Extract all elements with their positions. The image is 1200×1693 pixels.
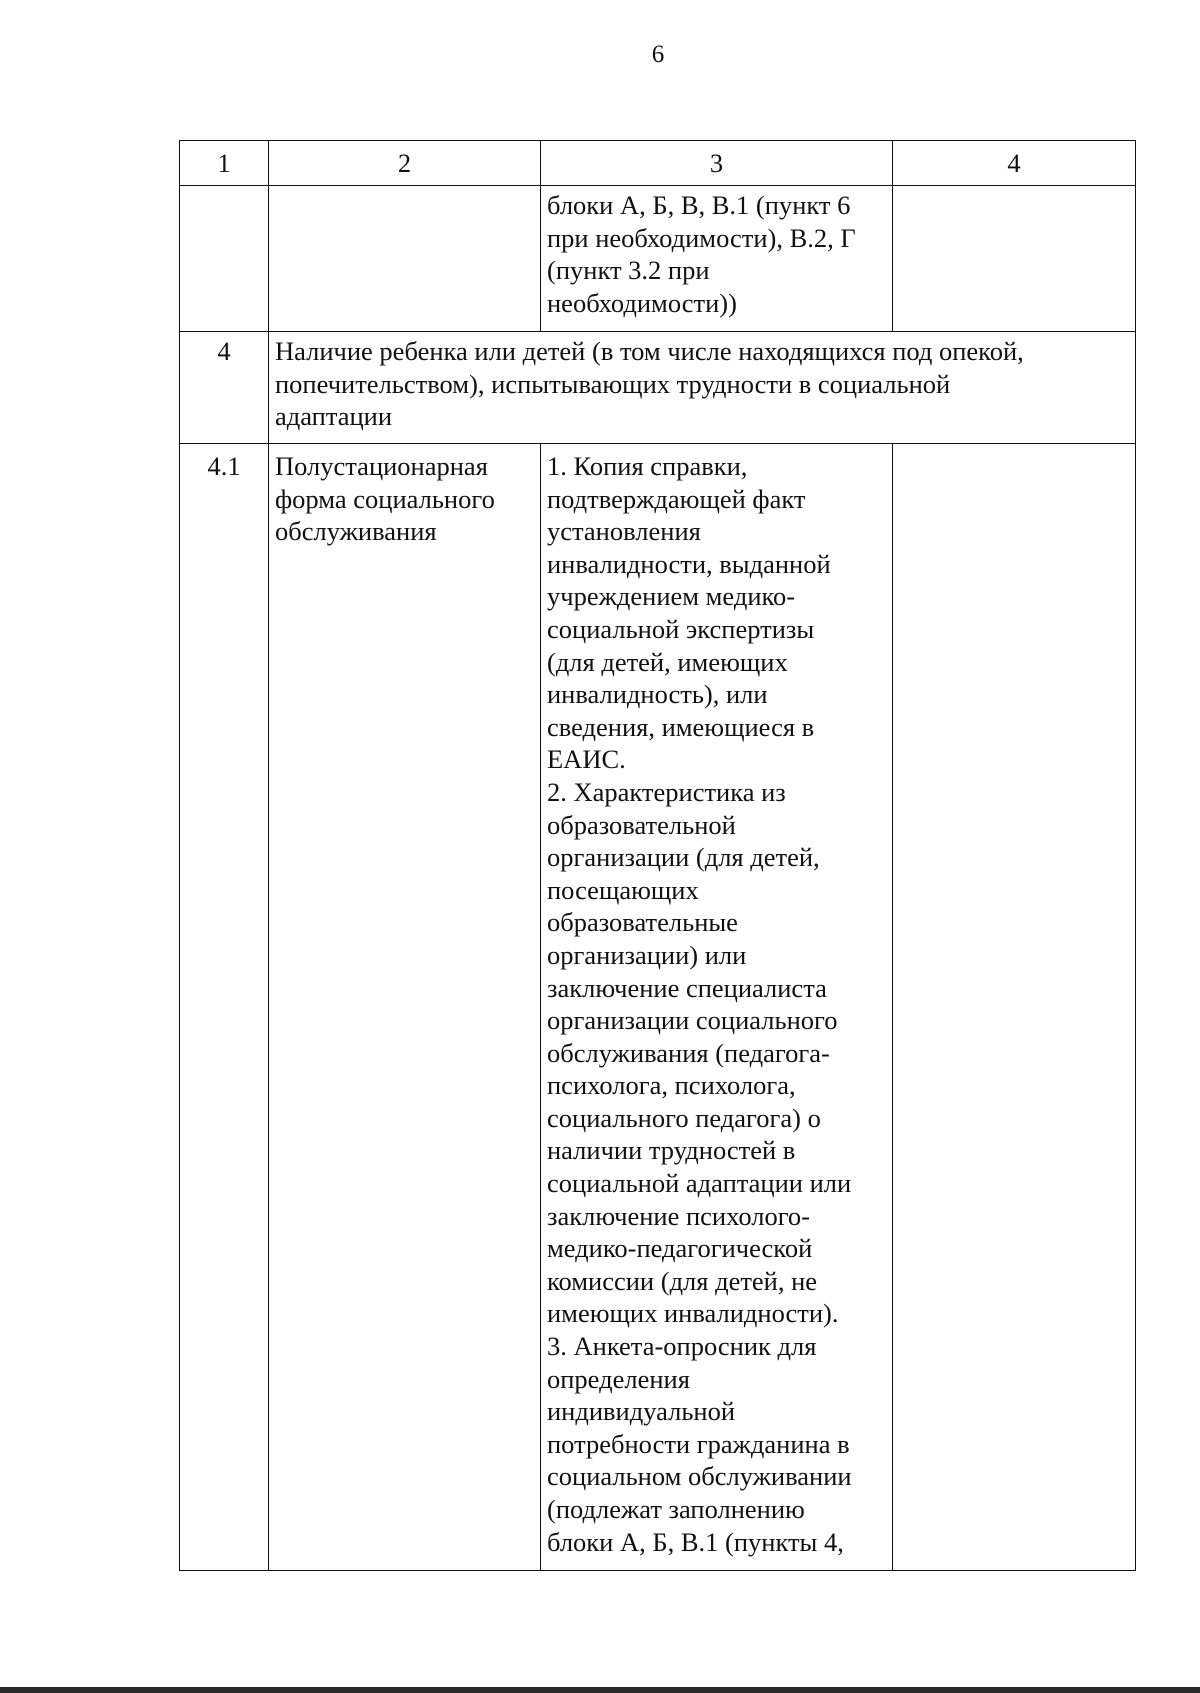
note-cell bbox=[893, 444, 1136, 1571]
cont-documents-cell bbox=[541, 186, 893, 332]
text-line: медико-педагогической bbox=[547, 1233, 813, 1264]
header-cell-1: 1 bbox=[180, 141, 269, 186]
text-line: определения bbox=[547, 1363, 690, 1394]
text-line: необходимости)) bbox=[547, 287, 737, 318]
text-line: 1. Копия справки, bbox=[547, 451, 748, 481]
cont-note-cell bbox=[893, 186, 1136, 332]
text-line: блоки А, Б, В, В.1 (пункт 6 bbox=[547, 190, 851, 220]
text-line: организации) или bbox=[547, 939, 747, 970]
text-line: заключение специалиста bbox=[547, 972, 827, 1003]
text-line: обслуживания (педагога- bbox=[547, 1037, 830, 1068]
text-line: организации (для детей, bbox=[547, 842, 820, 873]
cont-number-cell bbox=[180, 186, 269, 332]
text-line: социальном обслуживании bbox=[547, 1461, 852, 1492]
text-line: социального педагога) о bbox=[547, 1102, 821, 1133]
text-line: Наличие ребенка или детей (в том числе находящихся под опекой, bbox=[275, 336, 1024, 366]
text-line: обслуживания bbox=[275, 516, 437, 547]
text-line: 2. Характеристика из bbox=[547, 776, 786, 807]
text-line: сведения, имеющиеся в bbox=[547, 711, 815, 742]
text-line: посещающих bbox=[547, 874, 699, 905]
service-form-cell bbox=[269, 444, 541, 1571]
table-row-section-4 bbox=[180, 332, 1136, 444]
text-line: ЕАИС. bbox=[547, 744, 626, 775]
text-line: адаптации bbox=[275, 401, 393, 432]
text-line: наличии трудностей в bbox=[547, 1135, 796, 1166]
text-line: психолога, психолога, bbox=[547, 1070, 796, 1101]
row-number-cell: 4.1 bbox=[180, 444, 269, 1571]
text-line: социальной адаптации или bbox=[547, 1168, 852, 1199]
text-line: при необходимости), В.2, Г bbox=[547, 222, 856, 253]
text-line: образовательной bbox=[547, 809, 736, 840]
page-number: 6 bbox=[651, 41, 665, 68]
scan-edge-bar bbox=[0, 1687, 1200, 1693]
section-title-cell bbox=[269, 332, 1136, 444]
header-cell-4: 4 bbox=[893, 141, 1136, 186]
text-line: инвалидность), или bbox=[547, 679, 768, 710]
text-line: (для детей, имеющих bbox=[547, 646, 788, 677]
text-line: комиссии (для детей, не bbox=[547, 1265, 818, 1296]
text-line: блоки А, Б, В.1 (пункты 4, bbox=[547, 1526, 844, 1557]
text-line: образовательные bbox=[547, 907, 738, 938]
text-line: установления bbox=[547, 516, 701, 547]
text-line: 3. Анкета-опросник для bbox=[547, 1331, 817, 1362]
text-line: Полустационарная bbox=[275, 451, 488, 481]
text-line: учреждением медико- bbox=[547, 581, 796, 612]
table-row-4-1 bbox=[180, 444, 1136, 1571]
text-line: форма социального bbox=[275, 483, 495, 514]
text-line: потребности гражданина в bbox=[547, 1428, 850, 1459]
text-line: заключение психолого- bbox=[547, 1200, 810, 1231]
header-cell-2: 2 bbox=[269, 141, 541, 186]
section-number-cell: 4 bbox=[180, 332, 269, 444]
text-line: подтверждающей факт bbox=[547, 483, 806, 514]
cont-form-cell bbox=[269, 186, 541, 332]
text-line: социальной экспертизы bbox=[547, 613, 815, 644]
text-line: попечительством), испытывающих трудности в социальной bbox=[275, 368, 951, 399]
table-header-row bbox=[180, 141, 1136, 186]
text-line: имеющих инвалидности). bbox=[547, 1298, 839, 1329]
header-cell-3: 3 bbox=[541, 141, 893, 186]
text-line: (подлежат заполнению bbox=[547, 1494, 805, 1524]
table-row-continuation bbox=[180, 186, 1136, 332]
text-line: индивидуальной bbox=[547, 1396, 736, 1427]
documents-cell bbox=[541, 444, 893, 1571]
text-line: организации социального bbox=[547, 1005, 838, 1036]
document-table bbox=[179, 140, 1136, 1571]
text-line: (пункт 3.2 при bbox=[547, 255, 710, 286]
text-line: инвалидности, выданной bbox=[547, 548, 831, 579]
